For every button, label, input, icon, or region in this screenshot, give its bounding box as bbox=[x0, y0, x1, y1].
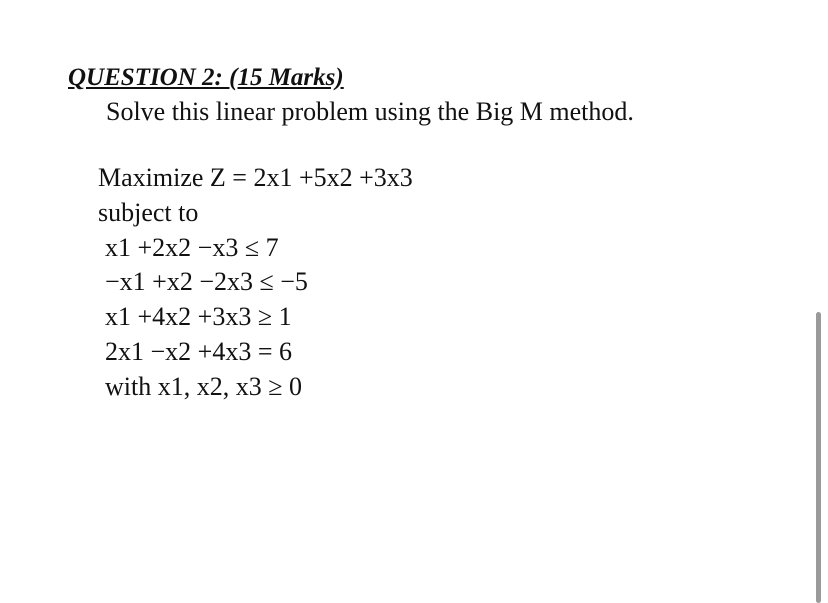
constraint-4: 2x1 −x2 +4x3 = 6 bbox=[105, 336, 292, 366]
linear-program bbox=[98, 161, 413, 405]
subject-to-label: subject to bbox=[98, 197, 199, 227]
objective-function: Maximize Z = 2x1 +5x2 +3x3 bbox=[98, 163, 413, 192]
question-instruction: Solve this linear problem using the Big M method. bbox=[106, 97, 634, 126]
constraint-2: −x1 +x2 −2x3 ≤ −5 bbox=[105, 267, 308, 297]
question-title: QUESTION 2: (15 Marks) bbox=[68, 64, 344, 91]
constraint-1: x1 +2x2 −x3 ≤ 7 bbox=[105, 232, 279, 262]
constraint-3: x1 +4x2 +3x3 ≥ 1 bbox=[105, 302, 292, 332]
nonnegativity-constraint: with x1, x2, x3 ≥ 0 bbox=[105, 371, 302, 401]
vertical-scrollbar[interactable] bbox=[816, 312, 821, 603]
